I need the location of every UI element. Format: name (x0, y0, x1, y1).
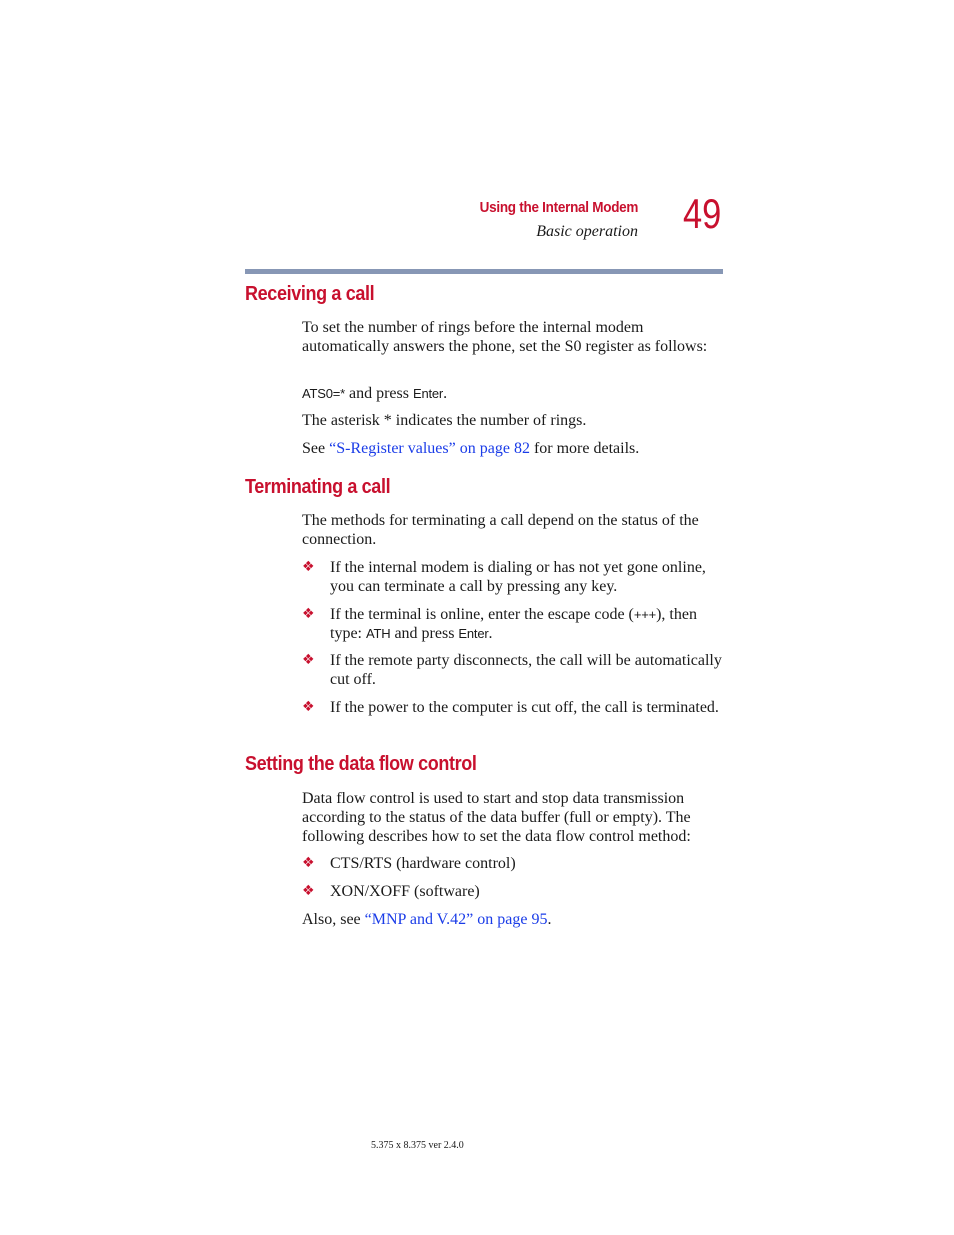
receiving-paragraph: To set the number of rings before the internal modem automatically answers the phone, set the S0 register as follows: (302, 319, 708, 355)
bullet-diamond-icon: ❖ (302, 606, 315, 622)
also-suffix: . (547, 911, 552, 928)
header-rule (245, 269, 723, 274)
list-item (302, 558, 727, 596)
bullet2-period: . (488, 625, 493, 642)
page-footer: 5.375 x 8.375 ver 2.4.0 (371, 1140, 464, 1151)
bullet-diamond-icon: ❖ (302, 699, 315, 715)
list-item (302, 651, 727, 689)
list-item-text: If the remote party disconnects, the call will be automatically cut off. (330, 652, 722, 688)
bullet-diamond-icon: ❖ (302, 559, 315, 575)
list-item-text: CTS/RTS (hardware control) (330, 855, 516, 872)
running-header-section: Using the Internal Modem (479, 199, 638, 216)
list-item-text: If the internal modem is dialing or has not yet gone online, you can terminate a call by pressing any key. (330, 559, 706, 595)
list-item-text: XON/XOFF (software) (330, 883, 480, 900)
bullet-diamond-icon: ❖ (302, 652, 315, 668)
bullet2-text-c: and press (390, 625, 459, 642)
running-header-subsection: Basic operation (536, 223, 638, 240)
command-text: and press (345, 385, 413, 402)
enter-key-label: Enter (458, 626, 489, 641)
bullet2-text-b: ), then type: (330, 606, 697, 642)
terminating-intro: The methods for terminating a call depend on the status of the connection. (302, 512, 699, 548)
escape-code: +++ (633, 607, 657, 622)
see-prefix: See (302, 440, 330, 457)
bullet-diamond-icon: ❖ (302, 855, 315, 871)
list-item-text (330, 605, 727, 643)
flow-also-see (302, 910, 727, 929)
list-item-text: If the power to the computer is cut off, the call is terminated. (330, 699, 719, 716)
bullet2-text-a: If the terminal is online, enter the escape code ( (330, 606, 634, 623)
bullet-diamond-icon: ❖ (302, 883, 315, 899)
heading-receiving-a-call: Receiving a call (245, 283, 375, 305)
command-code: ATS0=* (302, 386, 345, 401)
s-register-link[interactable]: “S-Register values” on page 82 (329, 440, 530, 457)
ath-command: ATH (366, 626, 391, 641)
see-suffix: for more details. (529, 440, 640, 457)
receiving-command-line (302, 384, 727, 403)
list-item (302, 698, 727, 717)
heading-setting-data-flow-control: Setting the data flow control (245, 753, 477, 775)
flow-intro: Data flow control is used to start and stop data transmission according to the status of the data buffer (full or empty). The following describes how to set the data flow control method: (302, 790, 691, 845)
heading-terminating-a-call: Terminating a call (245, 476, 391, 498)
command-period: . (443, 385, 448, 402)
receiving-asterisk-note: The asterisk * indicates the number of rings. (302, 412, 587, 429)
list-item (302, 854, 727, 873)
list-item (302, 605, 727, 643)
mnp-v42-link[interactable]: “MNP and V.42” on page 95 (364, 911, 548, 928)
also-prefix: Also, see (302, 911, 365, 928)
receiving-see-line (302, 439, 727, 458)
page-number: 49 (683, 190, 722, 237)
enter-key-label: Enter (412, 386, 444, 401)
list-item (302, 882, 727, 901)
